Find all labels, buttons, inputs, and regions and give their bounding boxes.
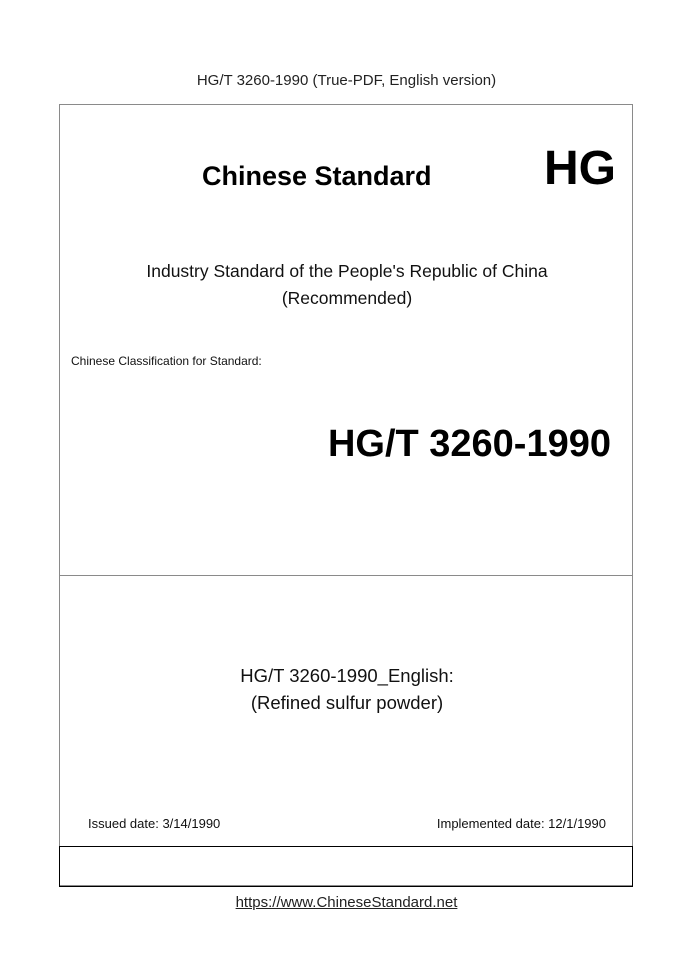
industry-standard-block (60, 258, 634, 312)
classification-label: Chinese Classification for Standard: (71, 354, 262, 368)
website-link[interactable]: https://www.ChineseStandard.net (235, 894, 458, 911)
bottom-box (59, 846, 633, 887)
page-header: HG/T 3260-1990 (True-PDF, English version) (196, 72, 497, 89)
english-title-block (60, 662, 634, 716)
document-number: HG/T 3260-1990 (327, 423, 611, 465)
section-divider (60, 575, 632, 576)
english-title-line-2: (Refined sulfur powder) (250, 692, 444, 713)
standard-code: HG (544, 142, 616, 195)
english-title-line-1: HG/T 3260-1990_English: (240, 665, 454, 686)
industry-line-2: (Recommended) (281, 288, 413, 308)
implemented-date: Implemented date: 12/1/1990 (436, 816, 606, 831)
cover-frame (59, 104, 633, 886)
industry-line-1: Industry Standard of the People's Republic of China (146, 261, 548, 281)
issued-date: Issued date: 3/14/1990 (88, 816, 221, 831)
standard-title: Chinese Standard (202, 161, 432, 191)
footer (0, 894, 693, 911)
